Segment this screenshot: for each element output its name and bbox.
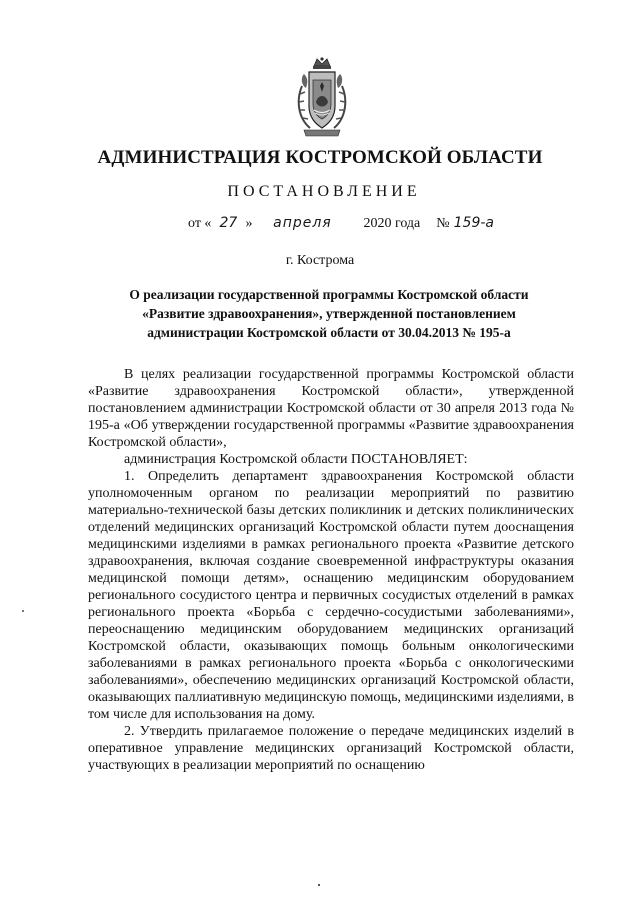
city-name: г. Кострома (285, 253, 355, 268)
resolution-paragraph: администрация Костромской области ПОСТАНОВЛЯЕТ: (124, 452, 468, 467)
subject-line: администрации Костромской области от 30.04.2013 № 195-а (147, 325, 511, 340)
organization-title: АДМИНИСТРАЦИЯ КОСТРОМСКОЙ ОБЛАСТИ (97, 147, 543, 168)
clause-2-paragraph: 2. Утвердить прилагаемое положение о передаче медицинских изделий в оперативное управление медицинских организаций Костромской области, участвующих в реализации мероприятий по оснащению (88, 724, 574, 773)
date-close-quote: » (245, 216, 253, 231)
subject-line: «Развитие здравоохранения», утвержденной постановлением (142, 306, 516, 321)
document-body (88, 366, 574, 774)
document-subject (100, 285, 558, 342)
clause-1-paragraph: 1. Определить департамент здравоохранения Костромской области уполномоченным органом по реализации мероприятий по развитию материально-технической базы детских поликлиник и детских поликлинических отделений медицинских организаций Костромской области путем дооснащения медицинскими изделиями в рамках регионального проекта «Развитие детского здравоохранения, включая создание своевременной инфраструктуры оказания медицинской помощи детям», оснащению медицинским оборудованием регионального сосудистого центра и первичных сосудистых отделений в рамках регионального проекта «Борьба с сердечно-сосудистыми заболеваниями», переоснащению медицинским оборудованием медицинских организаций Костромской области, оказывающих помощь больным онкологическими заболеваниями в рамках регионального проекта «Борьба с онкологическими заболеваниями», обеспечению медицинских организаций Костромской области, оказывающих паллиативную медицинскую помощь, медицинскими изделиями, в том числе для использования на дому. (88, 469, 574, 722)
document-type: ПОСТАНОВЛЕНИЕ (227, 183, 421, 200)
date-line (188, 215, 494, 232)
scan-speck (22, 610, 24, 612)
coat-of-arms-emblem (294, 56, 350, 138)
date-prefix: от « (188, 216, 212, 231)
preamble-paragraph: В целях реализации государственной программы Костромской области «Развитие здравоохранения Костромской области», утвержденной постановлением администрации Костромской области от 30 апреля 2013 года № 195-а «Об утверждении государственной программы «Развитие здравоохранения Костромской области», (88, 367, 574, 450)
number-sign: № (436, 216, 450, 231)
handwritten-day: 27 (219, 215, 238, 231)
handwritten-month: апреля (273, 215, 332, 231)
scan-speck (318, 884, 320, 886)
subject-line: О реализации государственной программы Костромской области (129, 287, 529, 302)
handwritten-document-number: 159-а (453, 215, 494, 231)
date-year: 2020 года (363, 216, 421, 231)
